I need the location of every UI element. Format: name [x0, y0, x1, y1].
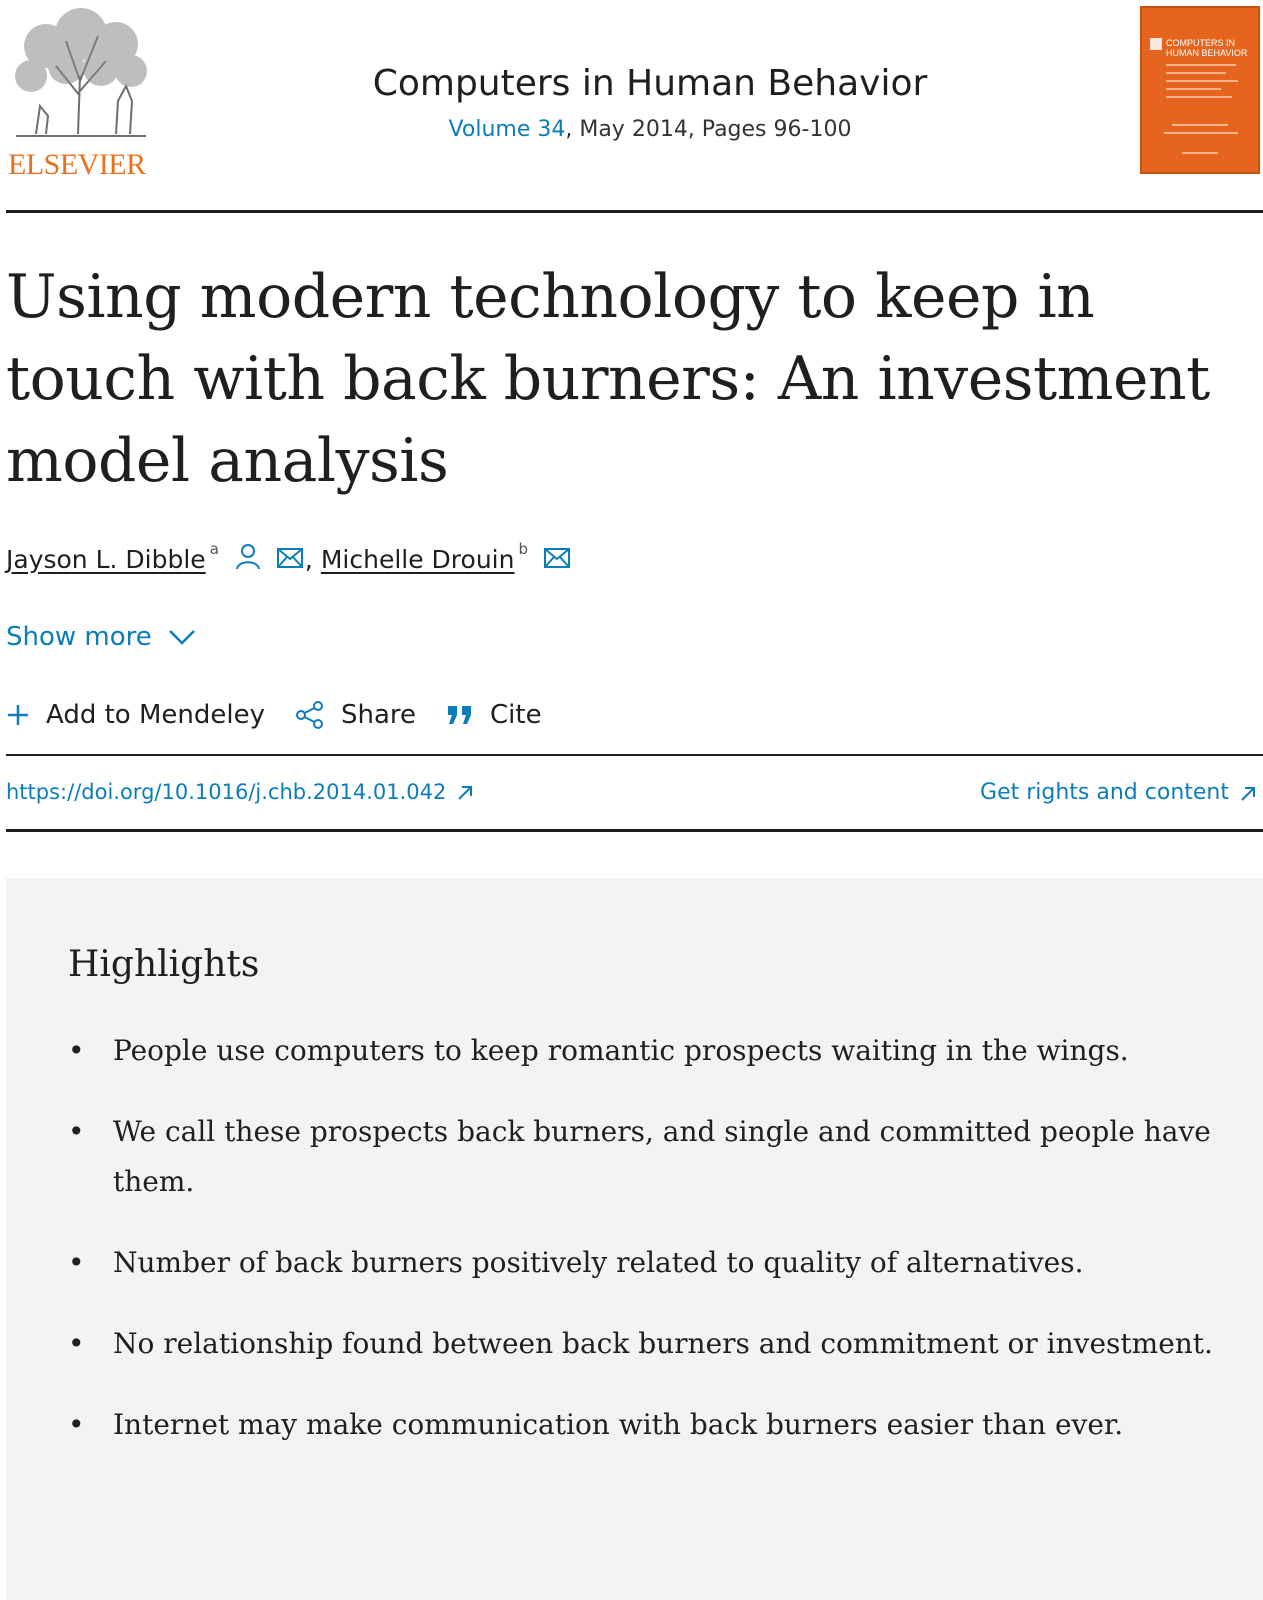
highlights-section	[6, 878, 1263, 1600]
highlight-item	[68, 1319, 1218, 1369]
email-icon[interactable]	[277, 545, 303, 574]
highlight-item	[68, 1107, 1218, 1207]
cover-line	[1166, 88, 1221, 90]
doi-text: https://doi.org/10.1016/j.chb.2014.01.042	[6, 780, 447, 804]
add-to-mendeley-button[interactable]	[6, 700, 265, 730]
show-more-label: Show more	[6, 622, 152, 652]
cover-line	[1166, 80, 1238, 82]
cover-line	[1164, 132, 1238, 134]
chevron-down-icon	[168, 629, 196, 645]
highlight-text: People use computers to keep romantic prospects waiting in the wings.	[113, 1034, 1129, 1067]
doi-link[interactable]	[6, 780, 474, 804]
cover-line	[1172, 124, 1228, 126]
author-separator: ,	[304, 544, 313, 574]
elsevier-logo[interactable]	[6, 6, 158, 182]
share-label: Share	[340, 700, 417, 730]
journal-meta	[250, 117, 1050, 142]
person-icon[interactable]	[235, 542, 261, 576]
cite-label: Cite	[490, 700, 542, 730]
highlight-text: No relationship found between back burners and commitment or investment.	[113, 1327, 1213, 1360]
get-rights-link[interactable]	[980, 780, 1257, 805]
journal-cover[interactable]	[1140, 6, 1260, 174]
bullet-marker: •	[68, 1327, 85, 1360]
bullet-marker: •	[68, 1115, 85, 1148]
highlights-list	[68, 1026, 1218, 1481]
cover-title: COMPUTERS IN HUMAN BEHAVIOR	[1166, 38, 1248, 58]
author-list	[6, 542, 570, 576]
show-more-button[interactable]	[6, 622, 196, 652]
article-toolbar	[6, 700, 572, 730]
cite-button[interactable]	[446, 700, 542, 730]
links-divider	[6, 829, 1263, 832]
cover-line	[1166, 72, 1226, 74]
elsevier-wordmark: ELSEVIER	[8, 148, 146, 181]
cover-line	[1166, 96, 1232, 98]
author-name[interactable]: Jayson L. Dibble	[6, 544, 206, 574]
bullet-marker: •	[68, 1408, 85, 1441]
external-link-icon	[456, 783, 474, 801]
journal-title[interactable]: Computers in Human Behavior	[372, 63, 928, 104]
cover-line	[1166, 64, 1236, 66]
plus-icon	[6, 703, 30, 727]
issue-date-pages: , May 2014, Pages 96-100	[565, 117, 852, 143]
toolbar-divider	[6, 754, 1263, 756]
cover-line	[1182, 152, 1218, 154]
add-to-mendeley-label: Add to Mendeley	[46, 700, 265, 730]
header-divider	[6, 210, 1263, 213]
email-icon[interactable]	[544, 545, 570, 574]
affiliation-marker[interactable]: b	[518, 540, 528, 558]
get-rights-text: Get rights and content	[980, 780, 1229, 805]
share-button[interactable]	[295, 700, 416, 730]
author-name[interactable]: Michelle Drouin	[320, 544, 515, 574]
article-title: Using modern technology to keep in touch with back burners: An investment model analysis	[6, 262, 1210, 496]
journal-header	[0, 0, 1263, 212]
highlight-text: We call these prospects back burners, and single and committed people have them.	[113, 1115, 1211, 1198]
journal-info	[250, 62, 1050, 142]
bullet-marker: •	[68, 1246, 85, 1279]
highlight-item	[68, 1238, 1218, 1288]
highlight-item	[68, 1400, 1218, 1450]
volume-link[interactable]: Volume 34	[448, 117, 566, 143]
share-icon	[295, 700, 325, 730]
highlights-heading: Highlights	[68, 944, 260, 985]
bullet-marker: •	[68, 1034, 85, 1067]
affiliation-marker[interactable]: a	[209, 540, 219, 558]
cover-logo-icon	[1150, 38, 1162, 50]
highlight-text: Internet may make communication with back burners easier than ever.	[113, 1408, 1124, 1441]
external-link-icon	[1239, 784, 1257, 802]
highlight-text: Number of back burners positively related to quality of alternatives.	[113, 1246, 1084, 1279]
highlight-item	[68, 1026, 1218, 1076]
elsevier-tree-icon	[6, 6, 158, 146]
quote-icon	[446, 704, 474, 726]
